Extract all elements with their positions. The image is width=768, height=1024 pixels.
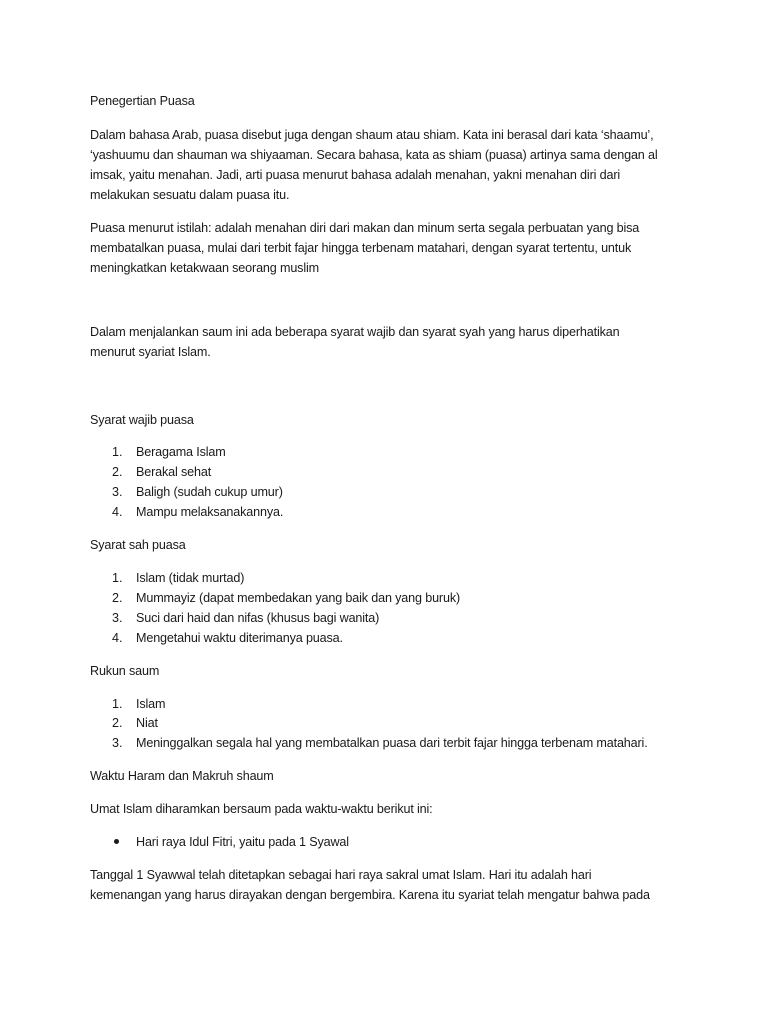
list-number: 3. [112,611,123,625]
document-title: Penegertian Puasa [90,94,195,108]
list-item: Suci dari haid dan nifas (khusus bagi wanita) [136,611,380,625]
paragraph-line: Puasa menurut istilah: adalah menahan diri dari makan dan minum serta segala perbuatan yang bisa [90,221,640,235]
list-number: 3. [112,736,123,750]
paragraph-line: membatalkan puasa, mulai dari terbit fajar hingga terbenam matahari, dengan syarat tertentu, untuk [90,241,632,255]
list-number: 3. [112,485,123,499]
paragraph-line: Tanggal 1 Syawwal telah ditetapkan sebagai hari raya sakral umat Islam. Hari itu adalah hari [90,868,592,882]
list-number: 1. [112,445,123,459]
list-item: Baligh (sudah cukup umur) [136,485,283,499]
list-number: 1. [112,697,123,711]
list-item: Mampu melaksanakannya. [136,505,284,519]
paragraph-line: Dalam bahasa Arab, puasa disebut juga dengan shaum atau shiam. Kata ini berasal dari kata ‘shaamu’, [90,128,654,142]
list-number: 4. [112,505,123,519]
list-item: Niat [136,716,158,730]
bullet-icon [114,839,119,844]
list-number: 4. [112,631,123,645]
paragraph-line: kemenangan yang harus dirayakan dengan bergembira. Karena itu syariat telah mengatur bahwa pada [90,888,650,902]
paragraph-line: imsak, yaitu menahan. Jadi, arti puasa menurut bahasa adalah menahan, yakni menahan diri dari [90,168,621,182]
list-number: 2. [112,716,123,730]
section-heading: Syarat sah puasa [90,538,186,552]
list-number: 2. [112,465,123,479]
section-heading: Waktu Haram dan Makruh shaum [90,769,274,783]
list-item: Meninggalkan segala hal yang membatalkan puasa dari terbit fajar hingga terbenam matahari. [136,736,648,750]
list-item: Berakal sehat [136,465,212,479]
list-item: Mengetahui waktu diterimanya puasa. [136,631,343,645]
paragraph-line: meningkatkan ketakwaan seorang muslim [90,261,319,275]
paragraph-line: ‘yashuumu dan shauman wa shiyaaman. Secara bahasa, kata as shiam (puasa) artinya sama dengan al [90,148,658,162]
section-heading: Rukun saum [90,664,160,678]
list-number: 2. [112,591,123,605]
bullet-item: Hari raya Idul Fitri, yaitu pada 1 Syawal [136,835,349,849]
list-item: Mummayiz (dapat membedakan yang baik dan yang buruk) [136,591,461,605]
paragraph-line: menurut syariat Islam. [90,345,211,359]
list-item: Islam (tidak murtad) [136,571,245,585]
section-heading: Syarat wajib puasa [90,413,194,427]
list-item: Islam [136,697,166,711]
list-item: Beragama Islam [136,445,226,459]
list-number: 1. [112,571,123,585]
paragraph-line: Dalam menjalankan saum ini ada beberapa syarat wajib dan syarat syah yang harus diperhatikan [90,325,620,339]
paragraph-line: Umat Islam diharamkan bersaum pada waktu-waktu berikut ini: [90,802,433,816]
paragraph-line: melakukan sesuatu dalam puasa itu. [90,188,290,202]
